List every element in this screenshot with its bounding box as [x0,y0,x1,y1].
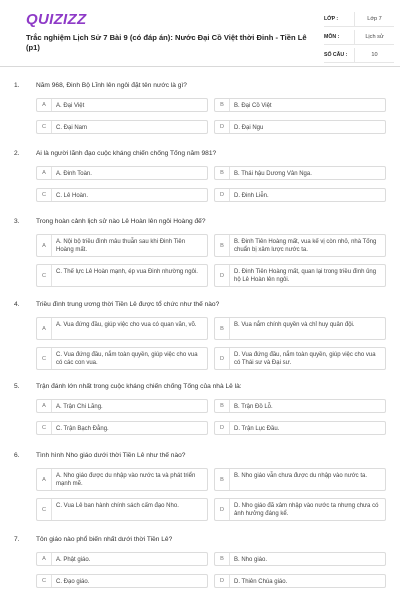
option-a[interactable] [36,468,208,491]
question-text: Triều đình trung ương thời Tiền Lê được tổ chức như thế nào? [36,301,220,308]
option-label: A. Phật giáo. [56,557,91,563]
option-label: C. Đạo giáo. [56,579,90,585]
option-c[interactable] [36,498,208,521]
question-number: 5. [14,383,20,390]
option-a[interactable] [36,166,208,180]
option-label: A. Đinh Toàn. [56,171,92,177]
option-label: A. Trận Chi Lăng. [56,404,103,410]
option-label: D. Nho giáo đã xâm nhập vào nước ta nhưng chưa có ảnh hưởng đáng kể. [234,503,379,517]
question-number: 6. [14,452,20,459]
option-letter: D [215,348,230,369]
option-label: D. Thiên Chúa giáo. [234,579,288,585]
question-number: 3. [14,218,20,225]
meta-row-count [324,48,394,63]
option-d[interactable] [214,574,386,588]
option-c[interactable] [36,574,208,588]
option-c[interactable] [36,188,208,202]
meta-value: Lịch sử [354,30,394,44]
option-label: C. Vua Lê ban hành chính sách cấm đạo Nho. [56,503,179,509]
meta-key: MÔN : [324,34,340,40]
option-label: B. Nho giáo vẫn chưa được du nhập vào nước ta. [234,473,367,479]
option-d[interactable] [214,120,386,134]
option-label: D. Đinh Liễn. [234,193,269,199]
option-b[interactable] [214,399,386,413]
question-2 [0,150,400,199]
option-label: B. Nho giáo. [234,557,268,563]
meta-row-class [324,12,394,27]
option-d[interactable] [214,188,386,202]
question-4 [0,301,400,366]
option-letter: D [215,265,230,286]
option-label: B. Đinh Tiên Hoàng mất, vua kế vị còn nhỏ, nhà Tống chuẩn bị xâm lược nước ta. [234,239,377,253]
option-label: C. Vua đứng đầu, nắm toàn quyền, giúp việc cho vua có các con vua. [56,352,198,366]
option-c[interactable] [36,421,208,435]
question-text: Trận đánh lớn nhất trong cuộc kháng chiến chống Tống của nhà Lê là: [36,383,242,390]
header [12,0,388,66]
option-b[interactable] [214,317,386,340]
option-c[interactable] [36,120,208,134]
question-number: 1. [14,82,20,89]
question-7 [0,536,400,585]
question-number: 7. [14,536,20,543]
option-label: A. Vua đứng đầu, giúp việc cho vua có quan văn, võ. [56,322,197,328]
option-letter: C [37,189,52,201]
option-label: B. Trận Đồ Lỗ. [234,404,273,410]
option-letter: B [215,469,230,490]
option-label: B. Đại Cồ Việt [234,103,272,109]
option-letter: C [37,348,52,369]
option-letter: D [215,189,230,201]
option-label: D. Vua đứng đầu, nắm toàn quyền, giúp việc cho vua có Thái sư và Đại sư. [234,352,376,366]
question-1 [0,82,400,131]
question-number: 4. [14,301,20,308]
option-label: C. Lê Hoàn. [56,193,89,199]
option-letter: B [215,167,230,179]
option-letter: A [37,469,52,490]
question-5 [0,383,400,432]
question-text: Ai là người lãnh đạo cuộc kháng chiến chống Tống năm 981? [36,150,217,157]
question-6 [0,452,400,517]
option-letter: D [215,575,230,587]
meta-value: Lớp 7 [354,12,394,26]
option-letter: B [215,553,230,565]
header-divider [0,66,400,67]
option-b[interactable] [214,166,386,180]
option-letter: A [37,400,52,412]
option-letter: D [215,422,230,434]
option-label: A. Nội bộ triều đình mâu thuẫn sau khi Đinh Tiên Hoàng mất. [56,239,186,253]
option-label: C. Đại Nam [56,125,88,131]
option-a[interactable] [36,98,208,112]
option-d[interactable] [214,498,386,521]
option-a[interactable] [36,399,208,413]
option-letter: B [215,235,230,256]
option-a[interactable] [36,234,208,257]
option-label: B. Vua nắm chính quyền và chỉ huy quân đội. [234,322,355,328]
option-label: D. Trận Lục Đầu. [234,426,280,432]
meta-box [324,12,394,66]
option-label: B. Thái hậu Dương Vân Nga. [234,171,312,177]
option-letter: C [37,575,52,587]
option-d[interactable] [214,347,386,370]
option-letter: C [37,265,52,286]
meta-value: 10 [354,48,394,62]
option-letter: A [37,99,52,111]
option-letter: D [215,121,230,133]
option-c[interactable] [36,264,208,287]
option-b[interactable] [214,234,386,257]
option-d[interactable] [214,264,386,287]
question-text: Năm 968, Đinh Bộ Lĩnh lên ngôi đặt tên nước là gì? [36,82,187,89]
option-letter: A [37,318,52,339]
option-a[interactable] [36,552,208,566]
option-label: A. Nho giáo được du nhập vào nước ta và phát triển mạnh mẽ. [56,473,196,487]
question-text: Tình hình Nho giáo dưới thời Tiền Lê như thế nào? [36,452,186,459]
option-letter: A [37,167,52,179]
question-3 [0,218,400,283]
option-letter: C [37,499,52,520]
option-label: A. Đại Việt [56,103,85,109]
option-c[interactable] [36,347,208,370]
page-title: Trắc nghiệm Lịch Sử 7 Bài 9 (có đáp án): Nước Đại Cồ Việt thời Đinh - Tiền Lê (p1) [26,33,307,52]
question-text: Tôn giáo nào phổ biến nhất dưới thời Tiền Lê? [36,536,173,543]
option-letter: A [37,235,52,256]
meta-row-subject [324,30,394,45]
option-letter: B [215,400,230,412]
meta-key: LỚP : [324,16,339,22]
option-letter: C [37,121,52,133]
option-letter: C [37,422,52,434]
option-letter: B [215,318,230,339]
option-label: C. Trận Bạch Đằng. [56,426,109,432]
option-label: C. Thế lực Lê Hoàn mạnh, ép vua Đinh nhường ngôi. [56,269,198,275]
quizizz-logo[interactable]: QUIZIZZ [26,11,87,28]
option-b[interactable] [214,468,386,491]
question-number: 2. [14,150,20,157]
option-letter: A [37,553,52,565]
meta-key: SỐ CÂU : [324,52,348,58]
option-a[interactable] [36,317,208,340]
option-letter: D [215,499,230,520]
option-d[interactable] [214,421,386,435]
option-label: D. Đinh Tiên Hoàng mất, quan lại trong triều đình ủng hộ Lê Hoàn lên ngôi. [234,269,377,283]
question-text: Trong hoàn cảnh lịch sử nào Lê Hoàn lên ngôi Hoàng đế? [36,218,206,225]
option-letter: B [215,99,230,111]
option-b[interactable] [214,552,386,566]
option-b[interactable] [214,98,386,112]
option-label: D. Đại Ngu [234,125,264,131]
